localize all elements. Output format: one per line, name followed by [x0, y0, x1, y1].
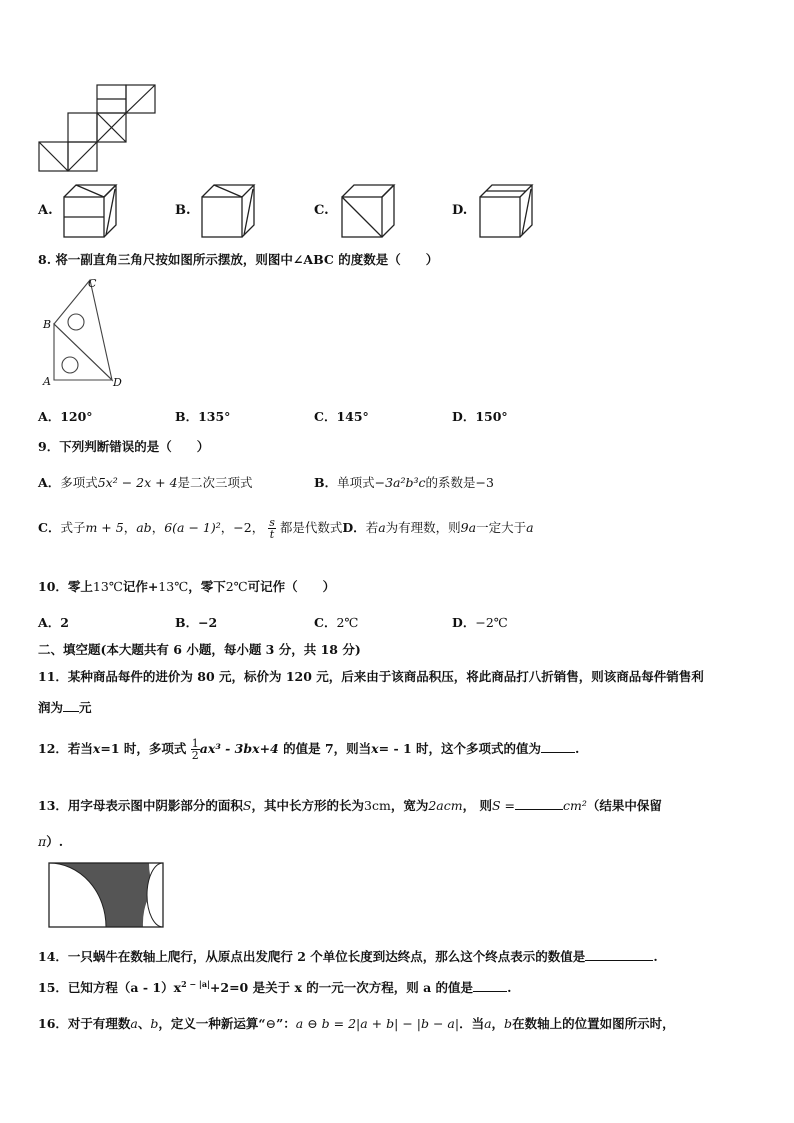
q8-label-a: A: [43, 375, 51, 388]
q8-option-b: B．135°: [175, 409, 231, 424]
q7-option-a-label: A.: [38, 203, 53, 218]
q13-line2: π）.: [38, 834, 64, 849]
q8-option-d: D．150°: [452, 409, 508, 424]
q11-line2: 润为 元: [38, 700, 92, 715]
q8-number: 8.: [38, 252, 52, 267]
q8-option-c: C．145°: [314, 409, 369, 424]
cube-net-figure: [38, 84, 163, 174]
q12-answer-blank[interactable]: [541, 752, 575, 753]
q13-shaded-figure: [48, 862, 164, 928]
q8-triangle-figure: [38, 276, 128, 391]
q7-option-b-label: B.: [175, 203, 191, 218]
section-2-title: 二、填空题(本大题共有 6 小题，每小题 3 分，共 18 分): [38, 642, 361, 657]
q9-option-a: A．多项式5x² − 2x + 4是二次三项式: [38, 475, 253, 490]
q14-question: 14．一只蜗牛在数轴上爬行，从原点出发爬行 2 个单位长度到达终点，那么这个终点表示的数值是 .: [38, 949, 658, 964]
q11-answer-blank[interactable]: [63, 711, 79, 712]
q15-question: 15．已知方程$(a - 1)x^{2 - |a|}+2=0$ 是关于 x 的一元一次方程，则 a 的值是 .: [38, 978, 512, 995]
q8-label-c: C: [88, 277, 97, 290]
q7-option-d-label: D.: [452, 203, 468, 218]
q10-question: 10．零上13℃记作+13℃，零下2℃可记作（ ）: [38, 579, 336, 594]
q9-option-b: B．单项式−3a²b³c的系数是−3: [314, 475, 494, 490]
q11-line1: 11．某种商品每件的进价为 80 元，标价为 120 元，后来由于该商品积压，将此商品打八折销售，则该商品每件销售利: [38, 669, 704, 684]
q10-option-d: D．−2℃: [452, 615, 508, 630]
q9-question: 9．下列判断错误的是（ ）: [38, 439, 210, 454]
q7-option-c-label: C.: [314, 203, 329, 218]
q16-question: 16．对于有理数a、b，定义一种新运算“⊖”：a ⊖ b = 2|a + b| − |b − a|．当a，b在数轴上的位置如图所示时，: [38, 1016, 675, 1031]
q7-option-d-cube: [478, 183, 536, 239]
q10-option-a: A．2: [38, 615, 69, 630]
q8-text: 将一副直角三角尺按如图所示摆放，则图中∠ABC 的度数是（ ）: [55, 252, 439, 267]
q15-answer-blank[interactable]: [473, 991, 507, 992]
q7-option-c-cube: [340, 183, 396, 239]
q7-option-b-cube: [200, 183, 256, 239]
q7-option-a-cube: [62, 183, 118, 239]
q13-line1: 13．用字母表示图中阴影部分的面积S，其中长方形的长为3cm，宽为2acm， 则S = cm²（结果中保留: [38, 798, 662, 813]
q9-option-c-d: C．式子m + 5，ab，6(a − 1)²，−2， $\frac{s}{t}$ 都是代数式D．若a为有理数，则9a一定大于a: [38, 516, 534, 541]
q10-option-c: C．2℃: [314, 615, 359, 630]
q8-option-a: A．120°: [38, 409, 93, 424]
q10-option-b: B．−2: [175, 615, 218, 630]
q8-label-b: B: [43, 318, 52, 331]
q14-answer-blank[interactable]: [585, 960, 653, 961]
q8-label-d: D: [113, 376, 122, 389]
q13-answer-blank[interactable]: [515, 809, 563, 810]
q8-question: [38, 250, 438, 268]
q12-question: 12．若当x=1 时，多项式 $\frac{1}{2}$ ax³ - 3bx+4 的值是 7，则当x= - 1 时，这个多项式的值为 .: [38, 737, 580, 762]
